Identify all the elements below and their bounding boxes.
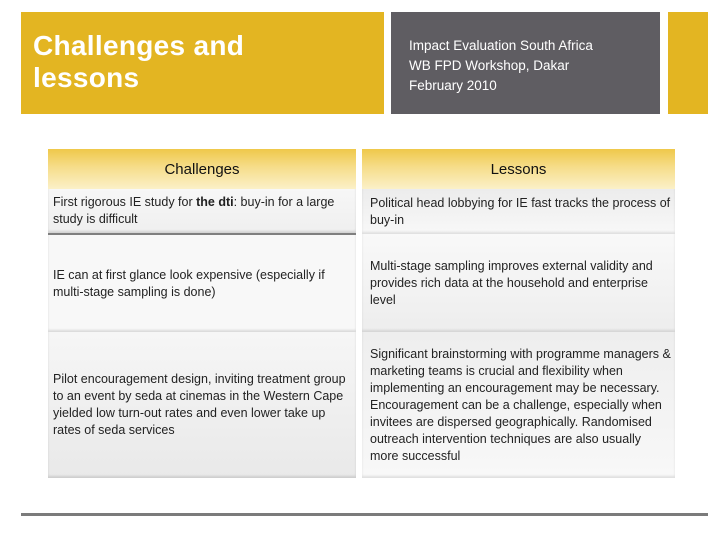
challenges-lessons-table [48, 149, 675, 478]
challenge-cell: IE can at first glance look expensive (especially if multi-stage sampling is done) [48, 234, 359, 332]
title-banner [21, 12, 384, 114]
table-row [48, 332, 675, 478]
lesson-cell: Significant brainstorming with programme managers & marketing teams is crucial and flexibility when implementing an encouragement may be necessary. Encouragement can be a challenge, especially when invitees are dispersed geographically. Randomised outreach intervention techniques are also usually more successful [359, 332, 675, 478]
slide-title-line-1: Challenges and [33, 30, 245, 61]
header-challenges: Challenges [48, 149, 359, 189]
challenge-text-suffix: : buy-in for a large study is difficult [53, 195, 335, 226]
slide-title [33, 30, 384, 94]
lesson-cell: Political head lobbying for IE fast tracks the process of buy-in [359, 189, 675, 234]
challenge-text-emphasis: the dti [196, 195, 234, 209]
table-header-row [48, 149, 675, 189]
event-info-box [391, 12, 660, 114]
table-row [48, 189, 675, 234]
event-info-line-3: February 2010 [409, 78, 497, 93]
challenge-cell: Pilot encouragement design, inviting treatment group to an event by seda at cinemas in the Western Cape yielded low turn-out rates and even lower take up rates of seda services [48, 332, 359, 478]
challenge-cell [48, 189, 359, 234]
lesson-cell: Multi-stage sampling improves external validity and provides rich data at the household and enterprise level [359, 234, 675, 332]
event-info-line-2: WB FPD Workshop, Dakar [409, 58, 570, 73]
event-info-line-1: Impact Evaluation South Africa [409, 38, 593, 53]
slide-title-line-2: lessons [33, 62, 140, 93]
footer-rule [21, 513, 708, 516]
challenge-text-prefix: First rigorous IE study for [53, 195, 197, 209]
table-row [48, 234, 675, 332]
header-lessons: Lessons [359, 149, 675, 189]
accent-strip [668, 12, 708, 114]
